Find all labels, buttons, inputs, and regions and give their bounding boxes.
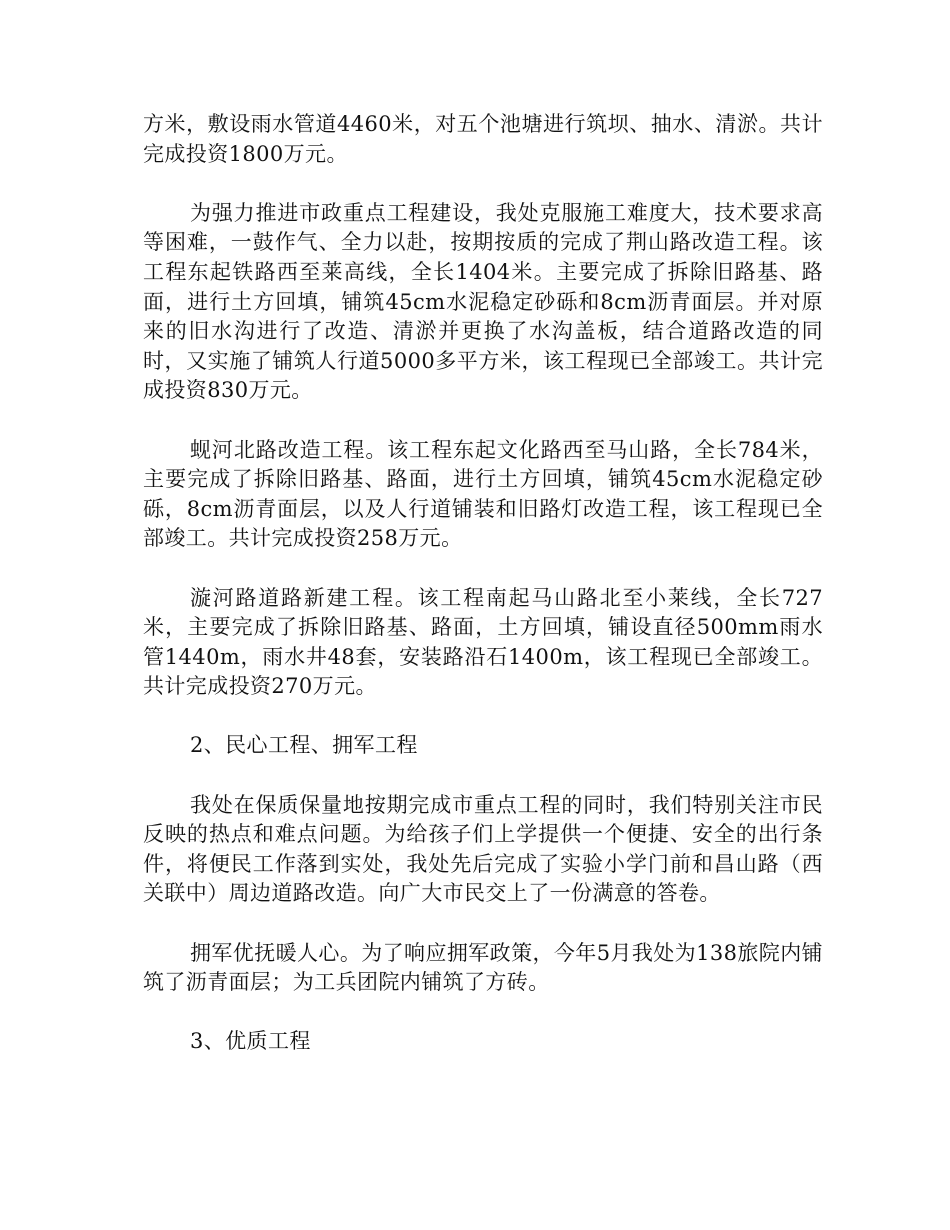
section-heading-2: 2、民心工程、拥军工程 — [190, 733, 418, 758]
paragraph-xianhe-north-road: 蚬河北路改造工程。该工程东起文化路西至马山路，全长784米，主要完成了拆除旧路基、路面，进行土方回填，铺筑45cm水泥稳定砂砾，8cm沥青面层，以及人行道铺装和旧路灯改造工程，该工程现已全部竣工。共计完成投资258万元。 — [143, 437, 823, 551]
paragraph-xuanhe-road: 漩河路道路新建工程。该工程南起马山路北至小莱线，全长727米，主要完成了拆除旧路基、路面，土方回填，铺设直径500mm雨水管1440m，雨水井48套，安装路沿石1400m，该工程现已全部竣工。共计完成投资270万元。 — [143, 585, 823, 699]
section-heading-3: 3、优质工程 — [190, 1029, 311, 1054]
document-page — [143, 110, 823, 1087]
paragraph-jingshan-road: 为强力推进市政重点工程建设，我处克服施工难度大，技术要求高等困难，一鼓作气、全力以赴，按期按质的完成了荆山路改造工程。该工程东起铁路西至莱高线，全长1404米。主要完成了拆除旧路基、路面，进行土方回填，铺筑45cm水泥稳定砂砾和8cm沥青面层。并对原来的旧水沟进行了改造、清淤并更换了水沟盖板，结合道路改造的同时，又实施了铺筑人行道5000多平方米，该工程现已全部竣工。共计完成投资830万元。 — [143, 200, 823, 403]
paragraph-minxin-project: 我处在保质保量地按期完成市重点工程的同时，我们特别关注市民反映的热点和难点问题。为给孩子们上学提供一个便捷、安全的出行条件，将便民工作落到实处，我处先后完成了实验小学门前和昌山路（西关联中）周边道路改造。向广大市民交上了一份满意的答卷。 — [143, 792, 823, 906]
paragraph-yongjun: 拥军优抚暖人心。为了响应拥军政策，今年5月我处为138旅院内铺筑了沥青面层；为工兵团院内铺筑了方砖。 — [143, 940, 823, 995]
paragraph-1: 方米，敷设雨水管道4460米，对五个池塘进行筑坝、抽水、清淤。共计完成投资1800万元。 — [143, 112, 823, 166]
